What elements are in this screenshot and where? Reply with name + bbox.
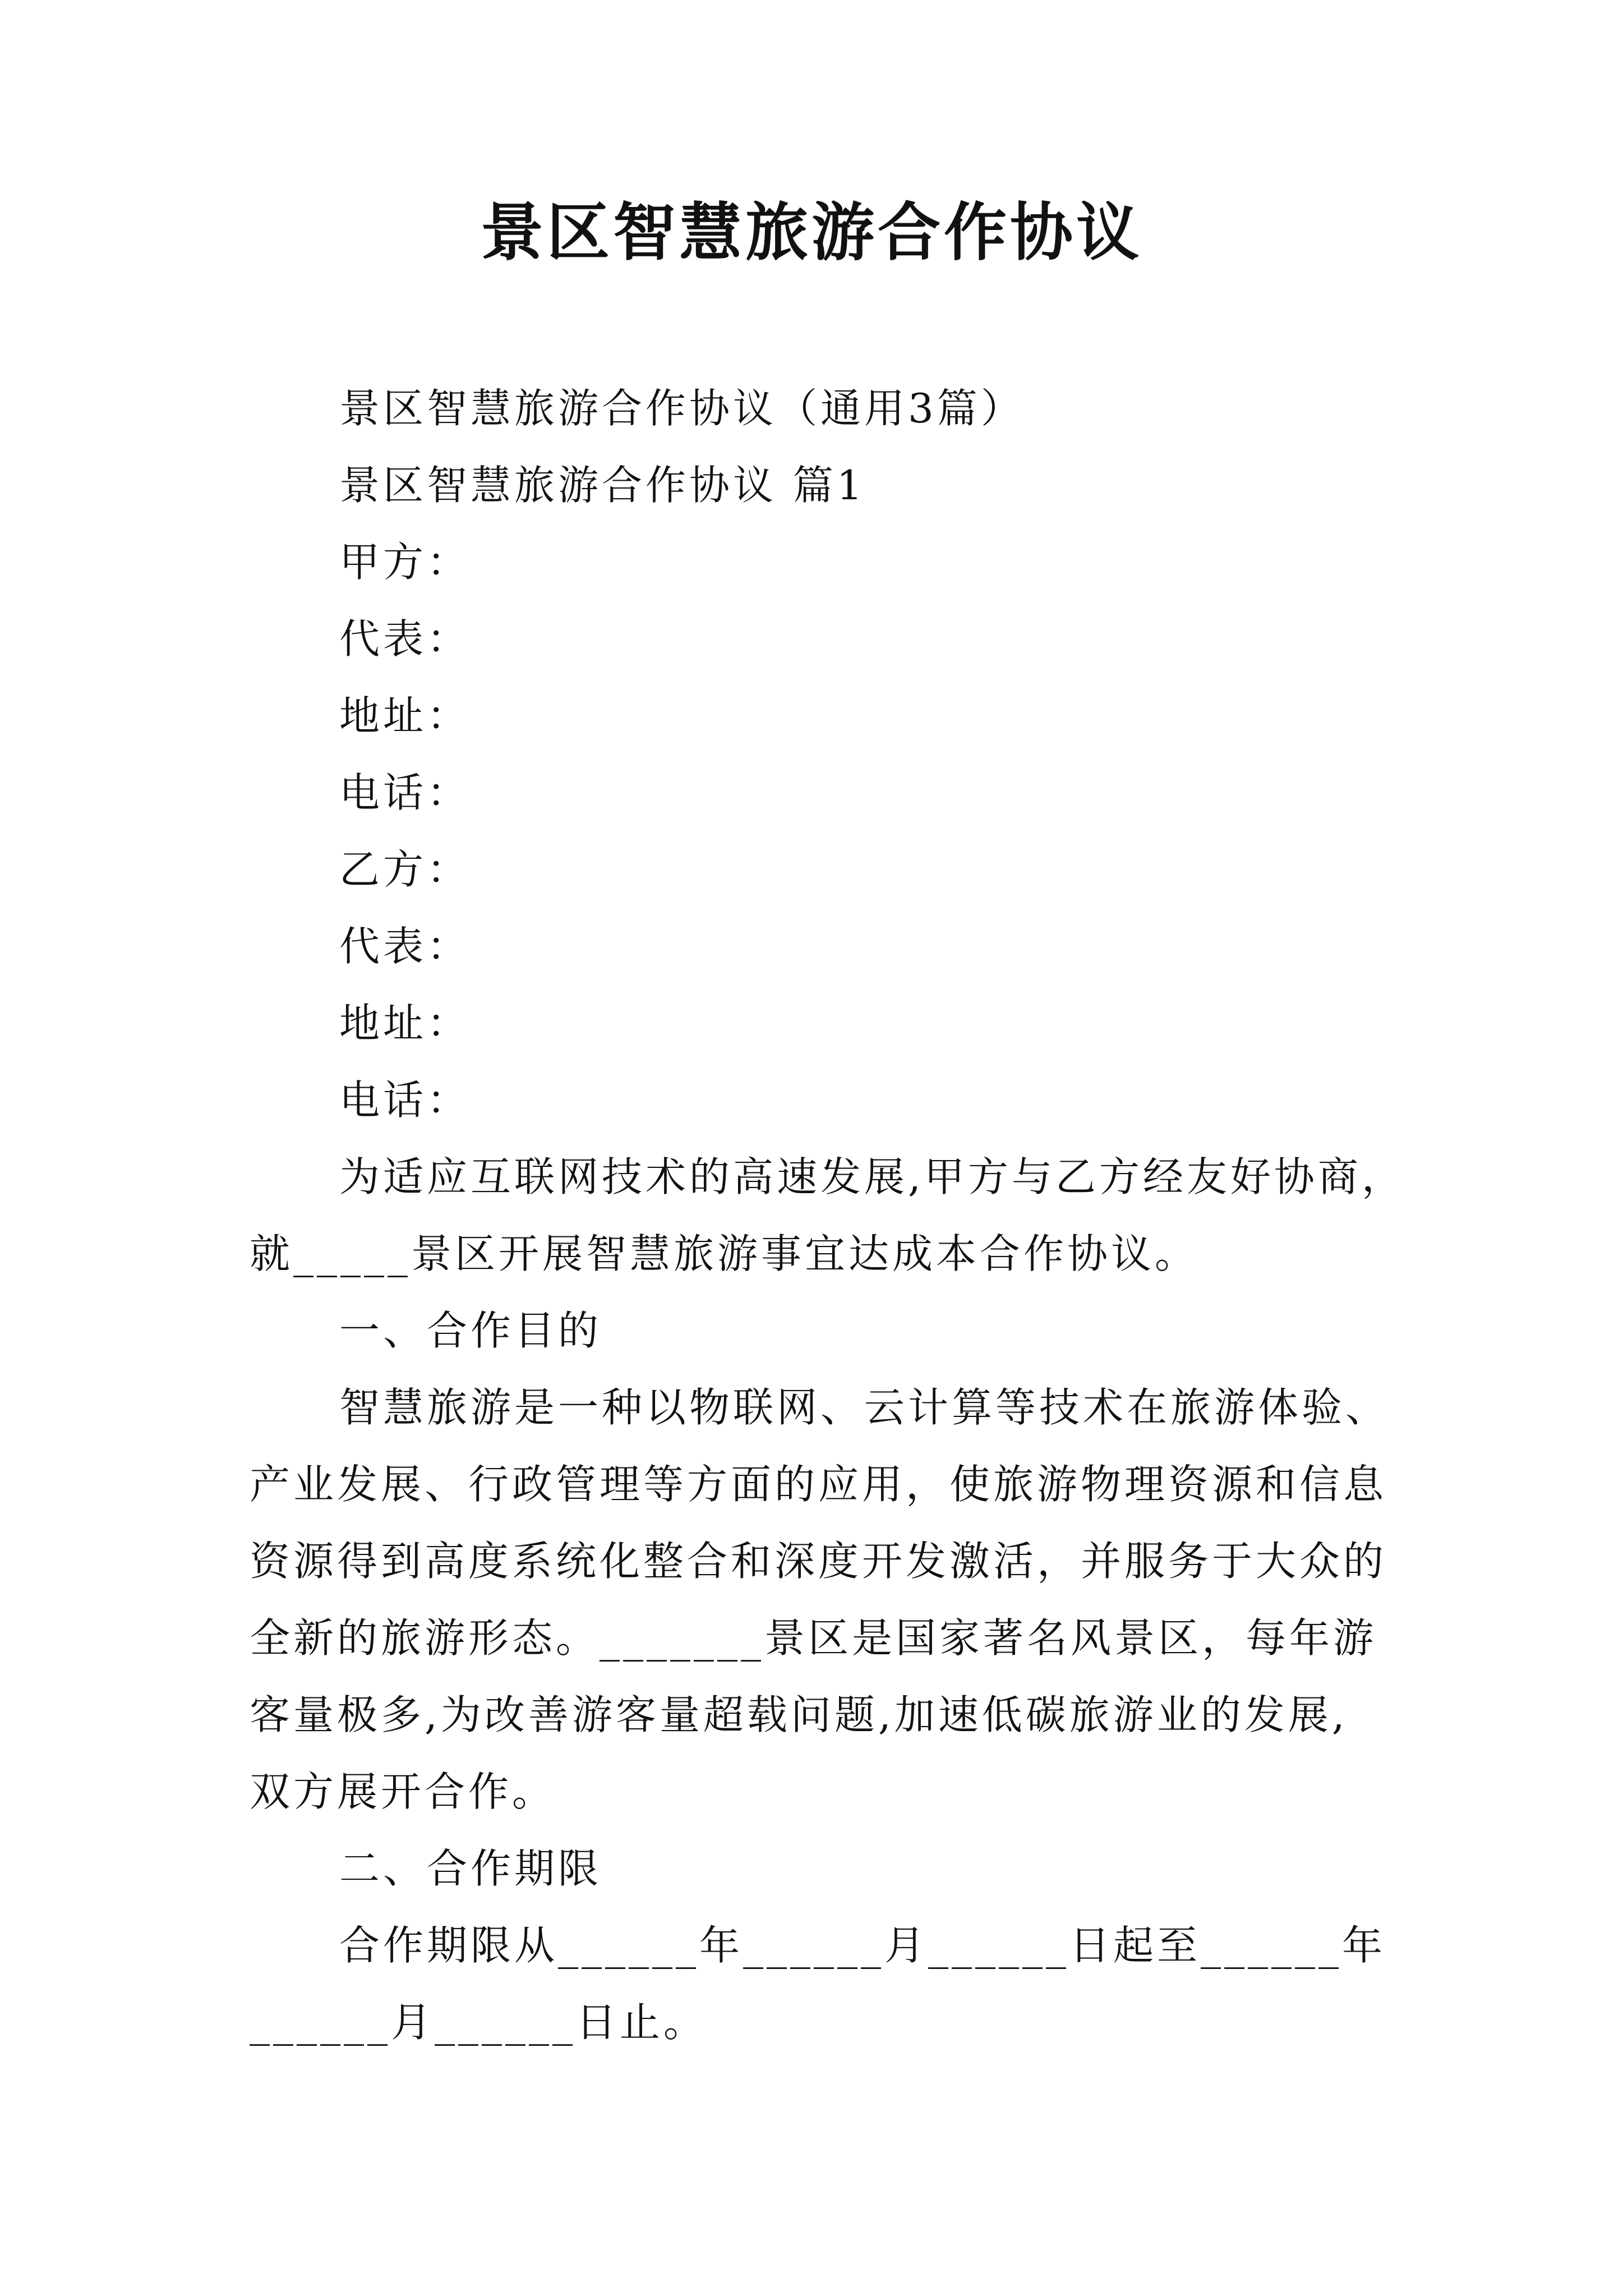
doc-line-party-b-representative: 代表： (339, 923, 471, 970)
doc-line-purpose-4: 全新的旅游形态。_______景区是国家著名风景区，每年游 (250, 1614, 1377, 1662)
doc-line-term-2: ______月______日止。 (250, 1999, 708, 2046)
doc-line-preamble-1: 为适应互联网技术的高速发展,甲方与乙方经友好协商， (339, 1153, 1405, 1200)
doc-line-section-1-heading: 一、合作目的 (339, 1307, 602, 1354)
doc-line-term-1: 合作期限从______年______月______日起至______年 (339, 1922, 1386, 1969)
doc-line-article-heading: 景区智慧旅游合作协议 篇1 (339, 462, 866, 509)
document-title: 景区智慧旅游合作协议 (481, 196, 1142, 269)
document-body (250, 370, 1405, 2061)
doc-line-party-a-representative: 代表： (339, 615, 471, 662)
doc-line-preamble-2: 就_____景区开展智慧旅游事宜达成本合作协议。 (250, 1230, 1199, 1277)
doc-line-purpose-1: 智慧旅游是一种以物联网、云计算等技术在旅游体验、 (339, 1384, 1390, 1431)
doc-line-party-b-address: 地址： (339, 1000, 471, 1047)
doc-line-subtitle: 景区智慧旅游合作协议（通用3篇） (339, 385, 1025, 432)
doc-line-party-a: 甲方： (339, 539, 471, 586)
doc-line-party-a-address: 地址： (339, 692, 471, 739)
doc-line-party-a-phone: 电话： (339, 769, 471, 816)
doc-line-party-b: 乙方： (339, 846, 471, 893)
doc-line-purpose-3: 资源得到高度系统化整合和深度开发激活，并服务于大众的 (250, 1538, 1387, 1585)
doc-line-section-2-heading: 二、合作期限 (339, 1845, 602, 1892)
doc-line-purpose-2: 产业发展、行政管理等方面的应用，使旅游物理资源和信息 (250, 1461, 1387, 1508)
doc-line-purpose-6: 双方展开合作。 (250, 1768, 556, 1815)
doc-line-party-b-phone: 电话： (339, 1076, 471, 1124)
doc-line-purpose-5: 客量极多,为改善游客量超载问题,加速低碳旅游业的发展, (250, 1691, 1348, 1738)
